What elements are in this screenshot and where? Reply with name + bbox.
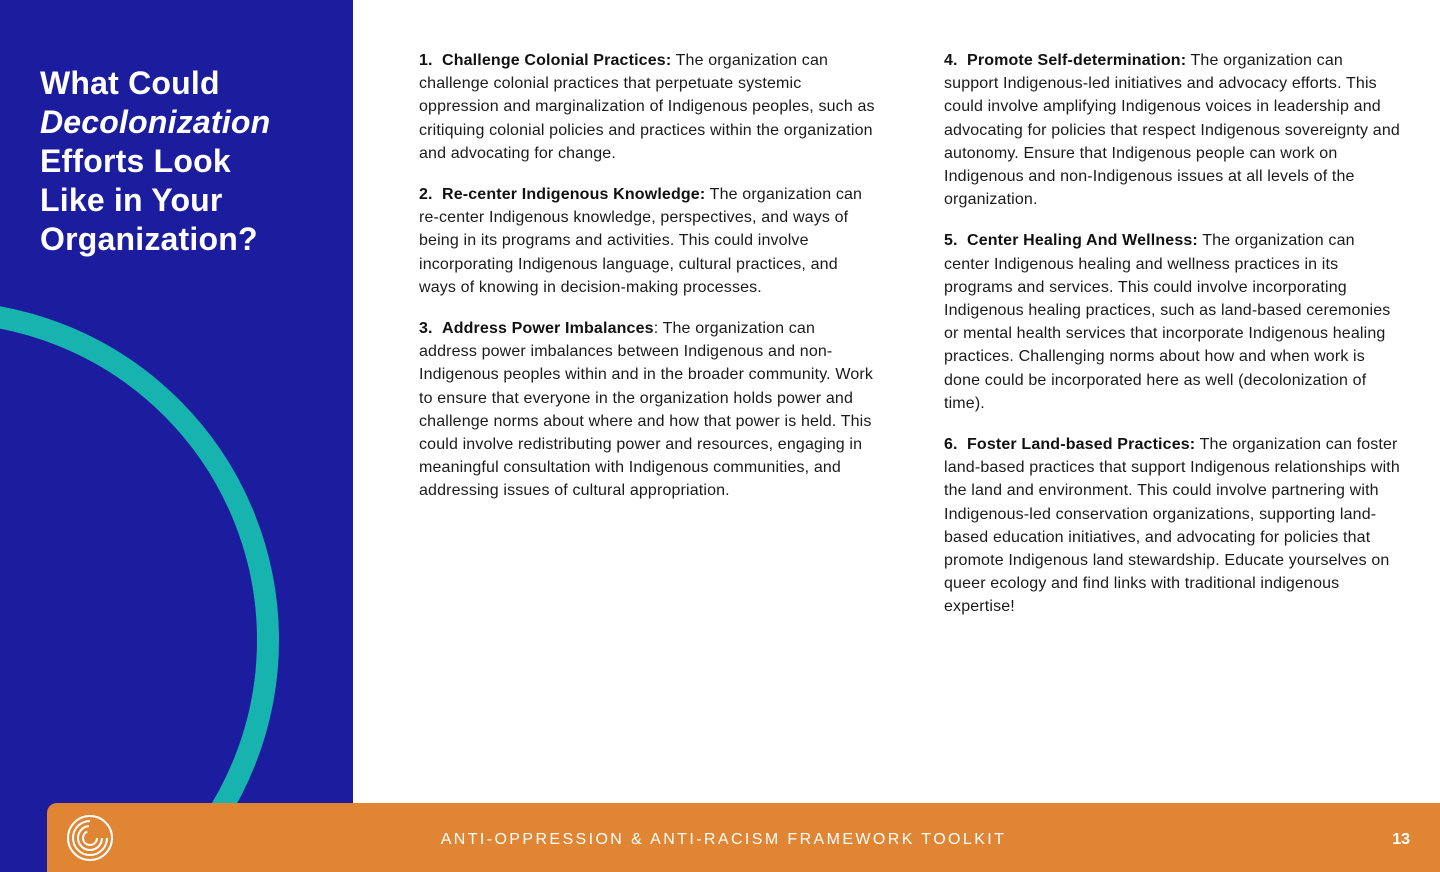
title-line: What Could [40, 65, 220, 101]
item-heading: Foster Land-based Practices: [967, 436, 1196, 454]
list-item-challenge-colonial-practices [419, 49, 875, 165]
item-heading: Center Healing And Wellness: [967, 232, 1198, 250]
list-item-address-power-imbalances [419, 317, 875, 503]
item-heading: Re-center Indigenous Knowledge: [442, 186, 706, 204]
item-body: The organization can support Indigenous-led initiatives and advocacy efforts. This could involve amplifying Indigenous voices in leadership and advocating for policies that respect Indigenous sovereignty and autonomy. Ensure that Indigenous people can work on Indigenous and non-Indigenous issues at all levels of the organization. [944, 52, 1400, 209]
item-number: 6. [944, 436, 958, 454]
title-line: Like in Your [40, 182, 223, 218]
item-body: The organization can center Indigenous healing and wellness practices in its programs and services. This could involve incorporating Indigenous healing practices, such as land-based ceremonies or mental health services that incorporate Indigenous healing practices. Challenging norms about how and when work is done could be incorporated here as well (decolonization of time). [944, 232, 1391, 412]
item-body: The organization can foster land-based practices that support Indigenous relationships with the land and environment. This could involve partnering with Indigenous-led conservation organizations, supporting land-based education initiatives, and advocating for policies that promote Indigenous land stewardship. Educate yourselves on queer ecology and find links with traditional indigenous expertise! [944, 436, 1400, 616]
list-item-foster-land-based-practices [944, 433, 1400, 619]
item-number: 1. [419, 52, 433, 69]
item-number: 4. [944, 52, 958, 69]
title-line: Efforts Look [40, 143, 231, 179]
footer-title: ANTI-OPPRESSION & ANTI-RACISM FRAMEWORK TOOLKIT [440, 831, 1007, 848]
item-number: 2. [419, 186, 433, 204]
title-line: Decolonization [40, 104, 271, 140]
item-number: 5. [944, 232, 958, 250]
item-heading: Challenge Colonial Practices: [442, 52, 672, 69]
footer-bar [47, 803, 1440, 872]
list-item-re-center-indigenous-knowledge [419, 183, 875, 299]
item-heading: Promote Self-determination: [967, 52, 1187, 69]
item-body: : The organization can address power imbalances between Indigenous and non-Indigenous peoples within and in the broader community. Work to ensure that everyone in the organization holds power and challenge norms about where and how that power is held. This could involve redistributing power and resources, engaging in meaningful consultation with Indigenous communities, and addressing issues of cultural appropriation. [419, 320, 873, 500]
list-item-promote-self-determination [944, 49, 1400, 211]
item-number: 3. [419, 320, 433, 338]
left-column [419, 49, 875, 521]
sidebar-panel [0, 0, 353, 872]
right-column [944, 49, 1400, 637]
item-body: The organization can re-center Indigenous knowledge, perspectives, and ways of being in its programs and activities. This could involve incorporating Indigenous language, cultural practices, and ways of knowing in decision-making processes. [419, 186, 863, 296]
teal-arc [0, 312, 268, 872]
item-body: The organization can challenge colonial practices that perpetuate systemic oppression and marginalization of Indigenous peoples, such as critiquing colonial policies and practices within the organization and advocating for change. [419, 52, 875, 162]
item-heading: Address Power Imbalances [442, 320, 654, 338]
title-line: Organization? [40, 221, 258, 257]
list-item-center-healing-and-wellness [944, 229, 1400, 415]
page-title [40, 64, 340, 259]
page-number: 13 [1392, 831, 1410, 848]
